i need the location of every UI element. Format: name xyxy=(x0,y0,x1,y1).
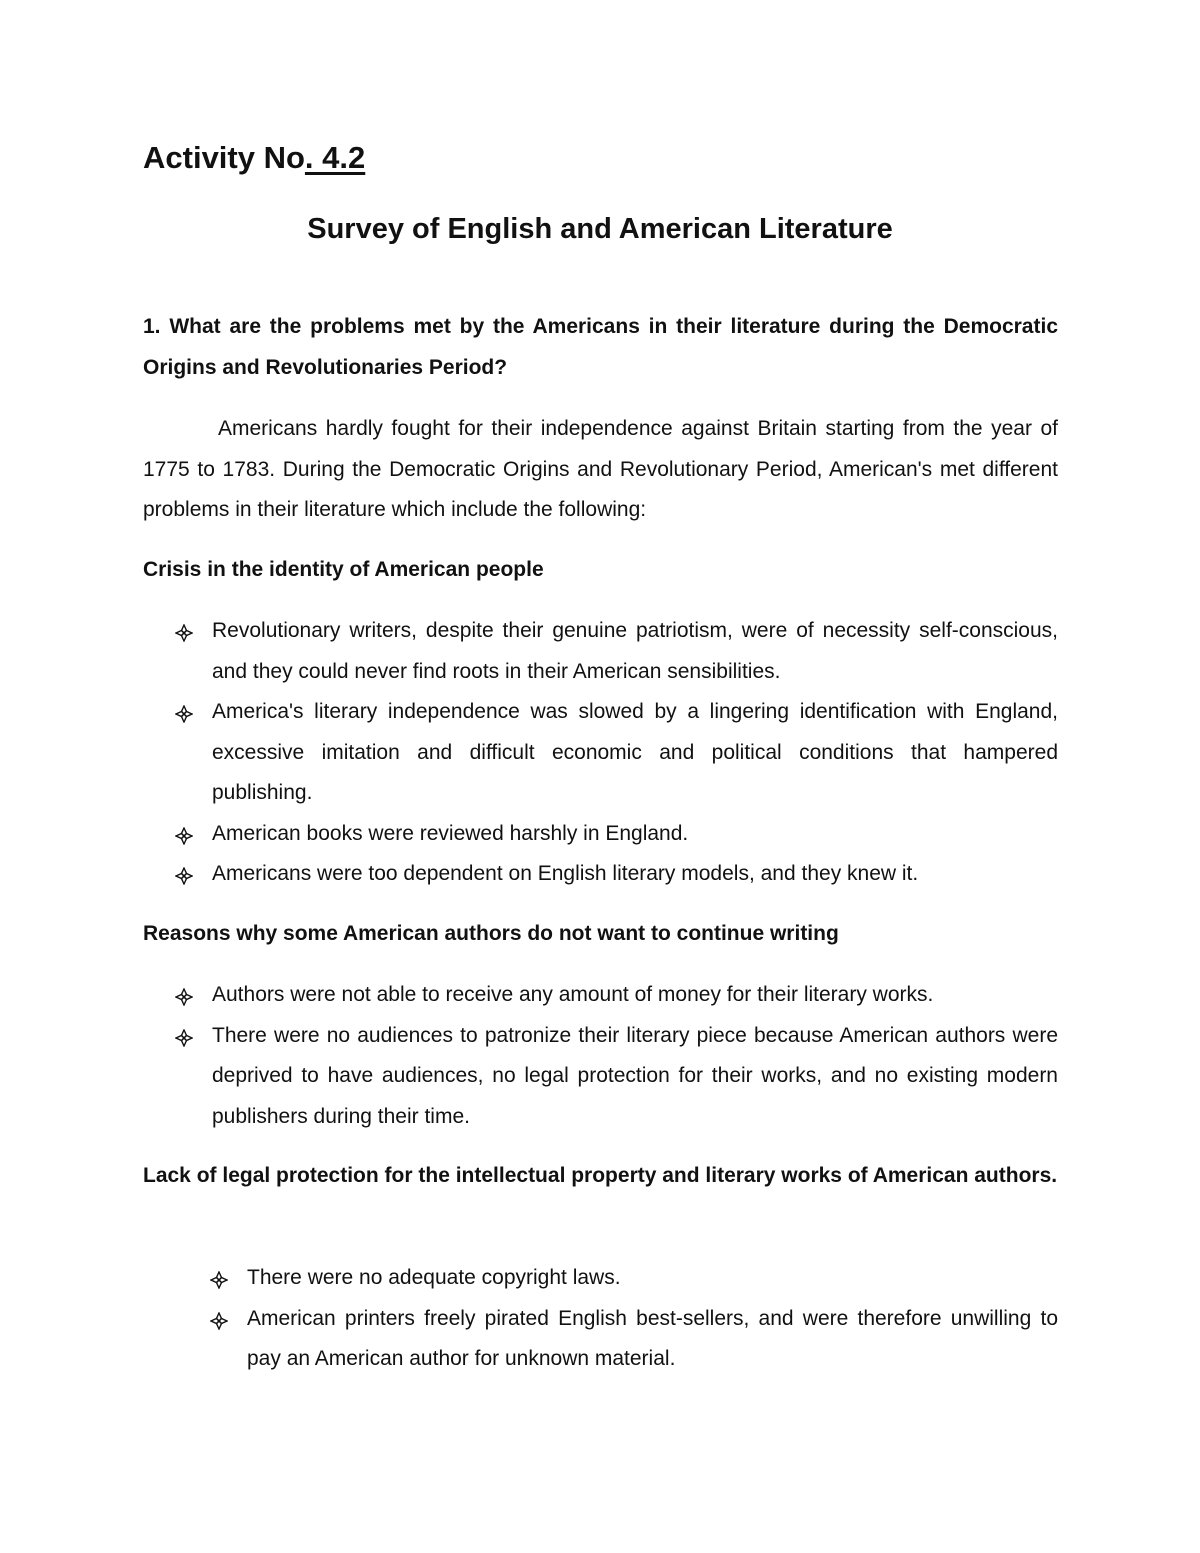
section-heading-identity-crisis: Crisis in the identity of American people xyxy=(143,558,544,581)
list-item-text: There were no adequate copyright laws. xyxy=(247,1266,621,1289)
intro-paragraph: Americans hardly fought for their independence against Britain starting from the year of 1775 to 1783. During the Democratic Origins and Revolutionary Period, American's met different problems in their literature which include the following: xyxy=(143,417,1058,521)
document-title: Survey of English and American Literature xyxy=(307,213,893,245)
list-item xyxy=(143,611,1058,692)
list-item-text: American printers freely pirated English best-sellers, and were therefore unwilling to pay an American author for unknown material. xyxy=(247,1306,1058,1370)
four-diamond-star-icon xyxy=(175,705,193,723)
list-item-text: Americans were too dependent on English literary models, and they knew it. xyxy=(212,862,919,885)
list-item xyxy=(143,975,1058,1016)
activity-number: . 4.2 xyxy=(304,140,366,175)
list-item-text: America's literary independence was slowed by a lingering identification with England, excessive imitation and difficult economic and political conditions that hampered publishing. xyxy=(212,700,1058,804)
legal-protection-list xyxy=(178,1258,1058,1380)
four-diamond-star-icon xyxy=(210,1271,228,1289)
list-item xyxy=(178,1299,1058,1380)
question-text: 1. What are the problems met by the Americans in their literature during the Democratic Origins and Revolutionaries Period? xyxy=(143,315,1058,379)
list-item xyxy=(143,692,1058,814)
list-item xyxy=(143,814,1058,855)
section-heading-reasons: Reasons why some American authors do not want to continue writing xyxy=(143,922,839,945)
section-heading-legal-protection: Lack of legal protection for the intellectual property and literary works of American authors. xyxy=(143,1164,1058,1187)
four-diamond-star-icon xyxy=(210,1312,228,1330)
list-item xyxy=(143,1016,1058,1138)
activity-prefix: Activity No xyxy=(143,140,305,175)
list-item xyxy=(143,854,1058,895)
list-item-text: American books were reviewed harshly in England. xyxy=(212,821,689,845)
list-item-text: Authors were not able to receive any amount of money for their literary works. xyxy=(212,983,934,1006)
reasons-list xyxy=(143,975,1058,1137)
four-diamond-star-icon xyxy=(175,867,193,885)
identity-crisis-list xyxy=(143,611,1058,895)
activity-title xyxy=(143,140,365,176)
four-diamond-star-icon xyxy=(175,1029,193,1047)
four-diamond-star-icon xyxy=(175,988,193,1006)
list-item-text: There were no audiences to patronize their literary piece because American authors were deprived to have audiences, no legal protection for their works, and no existing modern publishers during their time. xyxy=(212,1023,1058,1128)
list-item xyxy=(178,1258,1058,1299)
list-item-text: Revolutionary writers, despite their genuine patriotism, were of necessity self-conscious, and they could never find roots in their American sensibilities. xyxy=(212,619,1058,683)
four-diamond-star-icon xyxy=(175,827,193,845)
four-diamond-star-icon xyxy=(175,624,193,642)
